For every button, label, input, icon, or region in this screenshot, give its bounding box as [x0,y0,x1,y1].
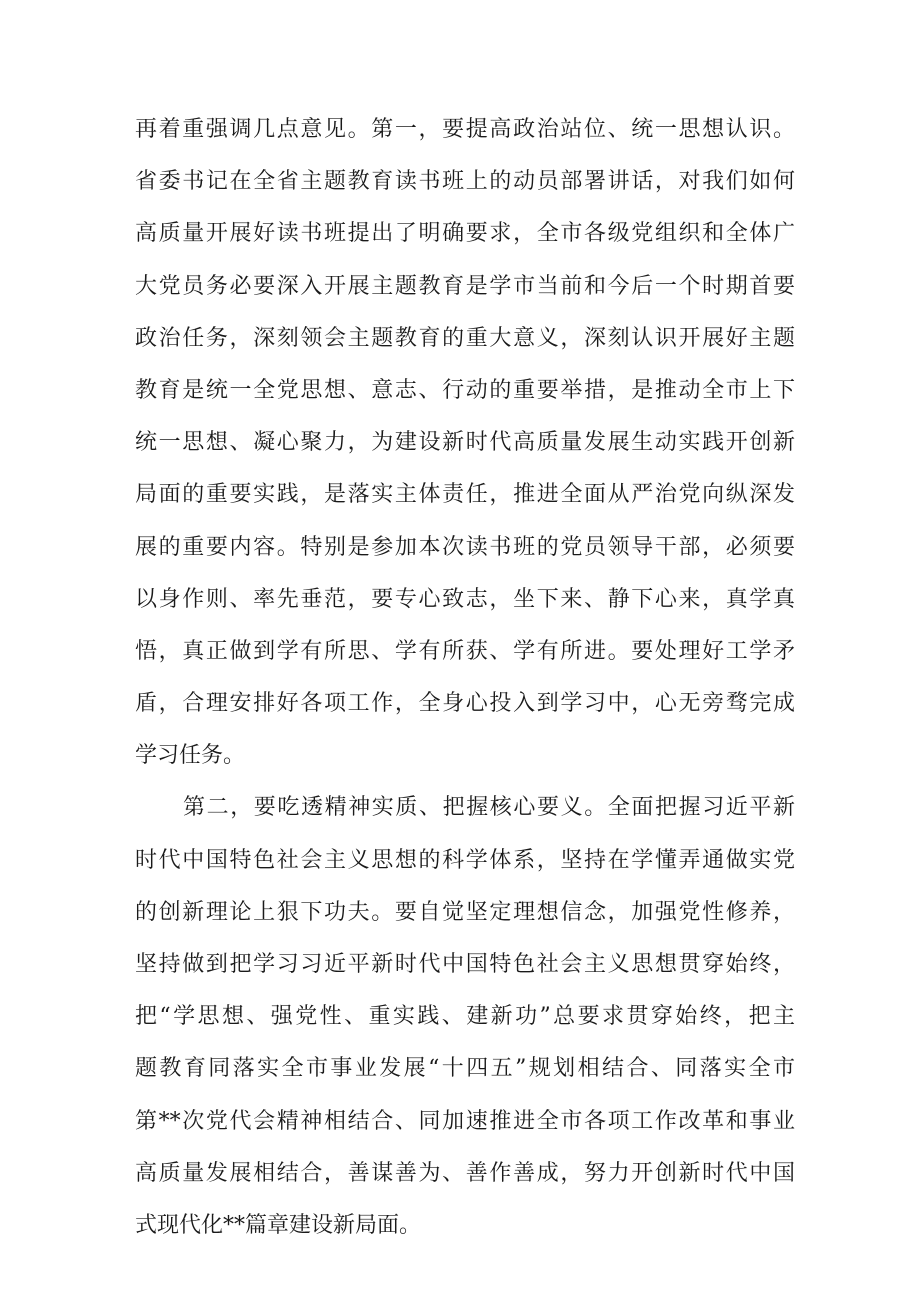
paragraph-1-line-4: 大党员务必要深入开展主题教育是学市当前和今后一个时期首要 [135,273,795,299]
paragraph-1-line-11: 悟，真正做到学有所思、学有所获、学有所进。要处理好工学矛 [135,638,795,664]
paragraph-2-line-1: 第二，要吃透精神实质、把握核心要义。全面把握习近平新 [183,795,795,821]
paragraph-1-line-10: 以身作则、率先垂范，要专心致志，坐下来、静下心来，真学真 [135,586,795,612]
paragraph-2-line-2: 时代中国特色社会主义思想的科学体系，坚持在学懂弄通做实党 [135,847,795,873]
paragraph-1-line-3: 高质量开展好读书班提出了明确要求，全市各级党组织和全体广 [135,221,795,247]
paragraph-2-line-3: 的创新理论上狠下功夫。要自觉坚定理想信念，加强党性修养， [135,899,795,925]
document-body [135,104,795,1252]
paragraph-1-line-13: 学习任务。 [135,743,246,769]
paragraph-1-line-6: 教育是统一全党思想、意志、行动的重要举措，是推动全市上下 [135,377,795,403]
paragraph-1-line-5: 政治任务，深刻领会主题教育的重大意义，深刻认识开展好主题 [135,325,795,351]
paragraph-1-line-8: 局面的重要实践，是落实主体责任，推进全面从严治党向纵深发 [135,482,795,508]
paragraph-2-line-6: 题教育同落实全市事业发展“十四五”规划相结合、同落实全市 [135,1056,795,1082]
paragraph-1-line-1: 再着重强调几点意见。第一，要提高政治站位、统一思想认识。 [135,117,795,142]
paragraph-1-line-7: 统一思想、凝心聚力，为建设新时代高质量发展生动实践开创新 [135,430,795,456]
paragraph-2-line-7: 第**次党代会精神相结合、同加速推进全市各项工作改革和事业 [135,1108,795,1134]
paragraph-1-line-12: 盾，合理安排好各项工作，全身心投入到学习中，心无旁骛完成 [135,691,795,717]
paragraph-2-line-4: 坚持做到把学习习近平新时代中国特色社会主义思想贯穿始终， [135,952,795,977]
paragraph-2-line-5: 把“学思想、强党性、重实践、建新功”总要求贯穿始终，把主 [135,1004,795,1030]
paragraph-1-line-2: 省委书记在全省主题教育读书班上的动员部署讲话，对我们如何 [135,169,795,195]
paragraph-2-line-8: 高质量发展相结合，善谋善为、善作善成，努力开创新时代中国 [135,1160,795,1186]
paragraph-1-line-9: 展的重要内容。特别是参加本次读书班的党员领导干部，必须要 [135,534,795,560]
paragraph-2-line-9: 式现代化**篇章建设新局面。 [135,1212,422,1238]
